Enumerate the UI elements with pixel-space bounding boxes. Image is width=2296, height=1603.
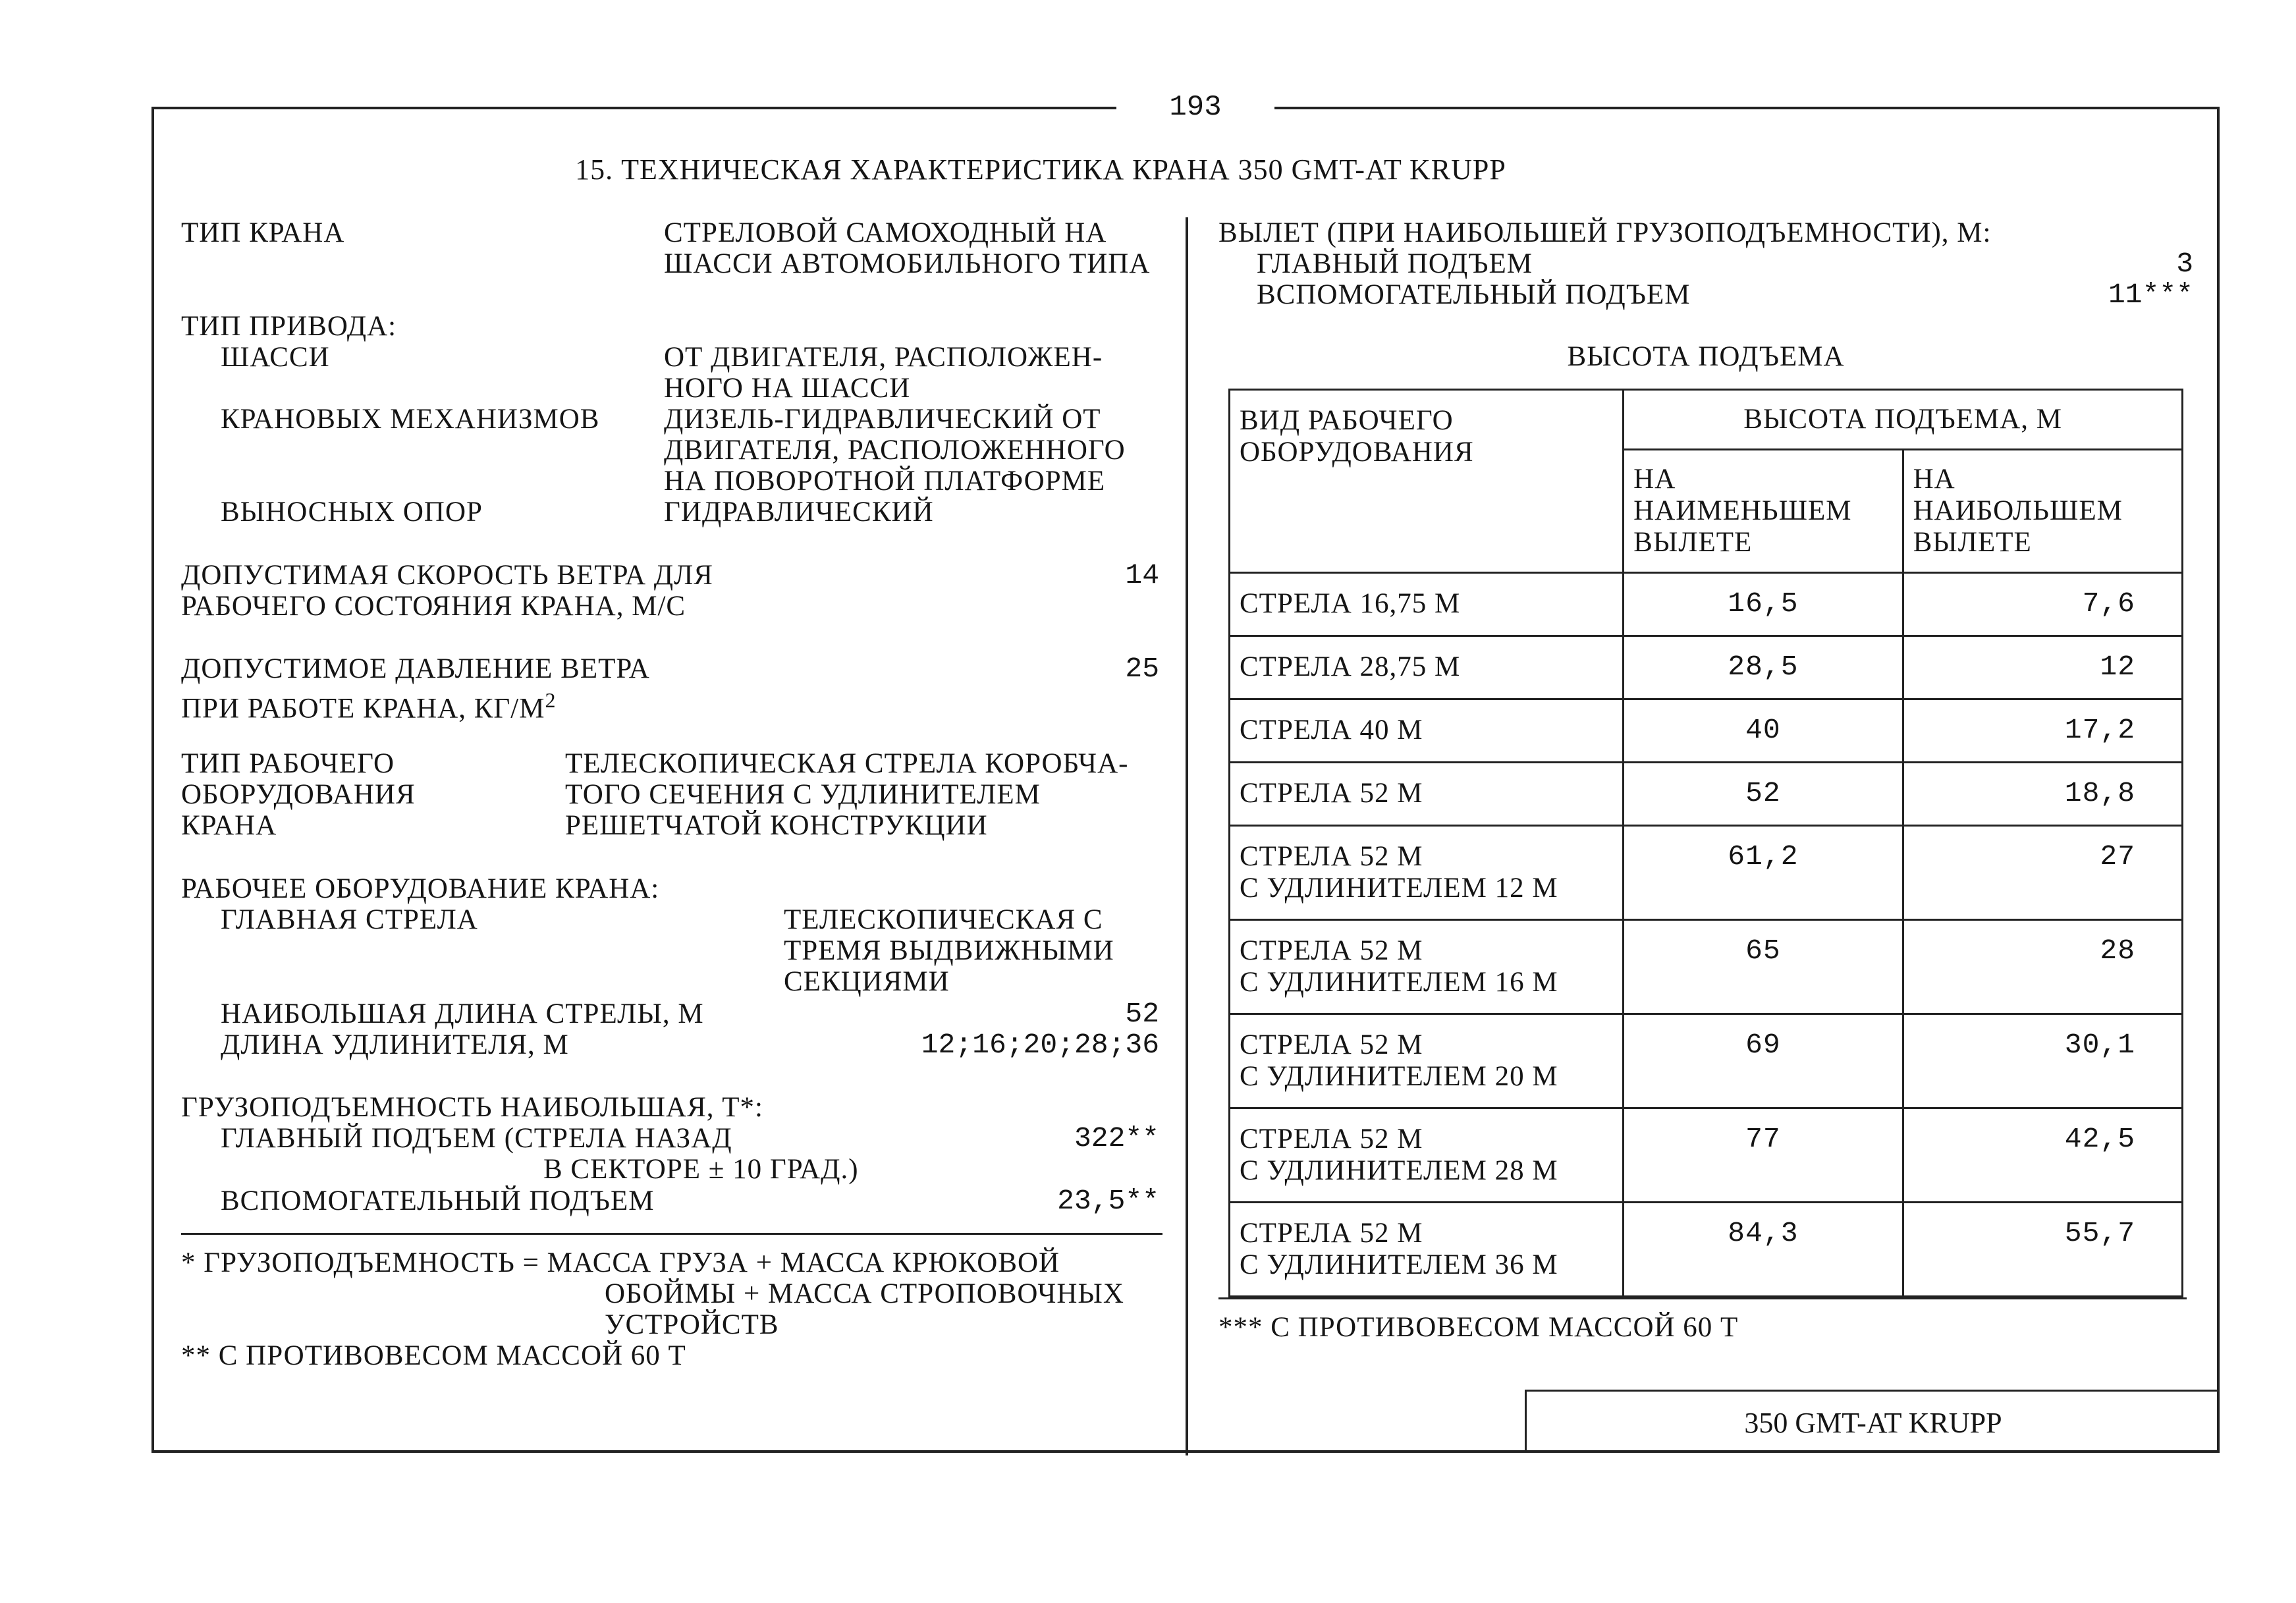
footnote-rule [1218,1297,2187,1299]
mechanisms-value: ДВИГАТЕЛЯ, РАСПОЛОЖЕННОГО [664,435,1126,466]
max-reach-height-cell: 7,6 [1903,573,2182,636]
model-stamp: 350 GMT-AT KRUPP [1525,1390,2220,1453]
max-reach-height-cell: 27 [1903,826,2182,920]
table-row [1230,573,2183,636]
table-row [1230,636,2183,699]
footnote-capacity: * ГРУЗОПОДЪЕМНОСТЬ = МАССА ГРУЗА + МАССА КРЮКОВОЙ [181,1247,1060,1278]
footnote-capacity: ОБОЙМЫ + МАССА СТРОПОВОЧНЫХ [605,1278,1124,1309]
working-equipment-label: РАБОЧЕЕ ОБОРУДОВАНИЕ КРАНА: [181,873,660,904]
footnote-counterweight-reach: *** С ПРОТИВОВЕСОМ МАССОЙ 60 Т [1218,1312,1739,1343]
main-boom-value: ТЕЛЕСКОПИЧЕСКАЯ С [784,904,1103,935]
table-title: ВЫСОТА ПОДЪЕМА [1567,341,1845,372]
footnote-capacity: УСТРОЙСТВ [605,1309,779,1340]
wind-speed-label: РАБОЧЕГО СОСТОЯНИЯ КРАНА, М/С [181,591,686,622]
max-reach-height-cell: 55,7 [1903,1203,2182,1297]
max-boom-length-value: 52 [1125,998,1159,1030]
main-hoist-label: ГЛАВНЫЙ ПОДЪЕМ (СТРЕЛА НАЗАД [221,1123,732,1154]
lift-height-table [1228,389,2183,1297]
document-title: 15. ТЕХНИЧЕСКАЯ ХАРАКТЕРИСТИКА КРАНА 350 GMT-AT KRUPP [575,153,1506,186]
chassis-label: ШАССИ [221,342,330,373]
max-reach-height-cell: 18,8 [1903,763,2182,826]
page-number: 193 [1116,91,1274,124]
chassis-value: НОГО НА ШАССИ [664,373,911,404]
max-reach-height-cell: 28 [1903,920,2182,1014]
crane-type-value: ШАССИ АВТОМОБИЛЬНОГО ТИПА [664,248,1151,279]
table-row [1230,1014,2183,1108]
wind-pressure-value: 25 [1125,653,1159,685]
equipment-cell: СТРЕЛА 52 М С УДЛИНИТЕЛЕМ 16 М [1230,920,1624,1014]
reach-main-value: 3 [2176,248,2193,280]
wind-pressure-label: ДОПУСТИМОЕ ДАВЛЕНИЕ ВЕТРА [181,653,650,684]
min-reach-height-cell: 40 [1624,699,1903,763]
col-max-reach-header: НА НАИБОЛЬШЕМ ВЫЛЕТЕ [1903,450,2182,573]
footnote-rule [181,1233,1162,1235]
aux-hoist-value: 23,5** [1057,1185,1159,1217]
table-row [1230,699,2183,763]
min-reach-height-cell: 61,2 [1624,826,1903,920]
crane-type-label: ТИП КРАНА [181,217,345,248]
reach-main-label: ГЛАВНЫЙ ПОДЪЕМ [1257,248,1533,279]
max-reach-height-cell: 42,5 [1903,1108,2182,1203]
equipment-cell: СТРЕЛА 52 М С УДЛИНИТЕЛЕМ 20 М [1230,1014,1624,1108]
column-divider [1186,217,1188,1455]
outriggers-value: ГИДРАВЛИЧЕСКИЙ [664,497,934,528]
min-reach-height-cell: 65 [1624,920,1903,1014]
table-header-row [1230,390,2183,450]
min-reach-height-cell: 77 [1624,1108,1903,1203]
capacity-label: ГРУЗОПОДЪЕМНОСТЬ НАИБОЛЬШАЯ, Т*: [181,1092,764,1123]
chassis-value: ОТ ДВИГАТЕЛЯ, РАСПОЛОЖЕН- [664,342,1103,373]
equipment-type-label: ТИП РАБОЧЕГО [181,748,395,779]
aux-hoist-label: ВСПОМОГАТЕЛЬНЫЙ ПОДЪЕМ [221,1185,655,1216]
jib-length-label: ДЛИНА УДЛИНИТЕЛЯ, М [221,1029,569,1060]
min-reach-height-cell: 69 [1624,1014,1903,1108]
table-row [1230,920,2183,1014]
mechanisms-value: ДИЗЕЛЬ-ГИДРАВЛИЧЕСКИЙ ОТ [664,404,1101,435]
table-row [1230,1203,2183,1297]
footnote-counterweight: ** С ПРОТИВОВЕСОМ МАССОЙ 60 Т [181,1340,686,1371]
main-hoist-label: В СЕКТОРЕ ± 10 ГРАД.) [543,1154,859,1185]
equipment-cell: СТРЕЛА 16,75 М [1230,573,1624,636]
table-row [1230,763,2183,826]
reach-label: ВЫЛЕТ (ПРИ НАИБОЛЬШЕЙ ГРУЗОПОДЪЕМНОСТИ), М: [1218,217,1992,248]
main-boom-label: ГЛАВНАЯ СТРЕЛА [221,904,478,935]
wind-speed-value: 14 [1125,559,1159,591]
reach-aux-label: ВСПОМОГАТЕЛЬНЫЙ ПОДЪЕМ [1257,279,1691,310]
mechanisms-value: НА ПОВОРОТНОЙ ПЛАТФОРМЕ [664,466,1106,497]
reach-aux-value: 11*** [2108,279,2193,311]
equipment-type-value: РЕШЕТЧАТОЙ КОНСТРУКЦИИ [565,810,988,841]
outriggers-label: ВЫНОСНЫХ ОПОР [221,497,483,528]
main-hoist-value: 322** [1074,1122,1159,1155]
max-boom-length-label: НАИБОЛЬШАЯ ДЛИНА СТРЕЛЫ, М [221,998,704,1029]
col-equipment-header: ВИД РАБОЧЕГО ОБОРУДОВАНИЯ [1230,390,1624,573]
equipment-type-value: ТЕЛЕСКОПИЧЕСКАЯ СТРЕЛА КОРОБЧА- [565,748,1129,779]
drive-type-label: ТИП ПРИВОДА: [181,311,397,342]
crane-type-value: СТРЕЛОВОЙ САМОХОДНЫЙ НА [664,217,1107,248]
jib-length-value: 12;16;20;28;36 [921,1029,1159,1061]
main-boom-value: СЕКЦИЯМИ [784,966,950,997]
equipment-cell: СТРЕЛА 40 М [1230,699,1624,763]
table-row [1230,826,2183,920]
min-reach-height-cell: 16,5 [1624,573,1903,636]
equipment-type-value: ТОГО СЕЧЕНИЯ С УДЛИНИТЕЛЕМ [565,779,1041,810]
max-reach-height-cell: 12 [1903,636,2182,699]
equipment-cell: СТРЕЛА 52 М С УДЛИНИТЕЛЕМ 28 М [1230,1108,1624,1203]
equipment-cell: СТРЕЛА 28,75 М [1230,636,1624,699]
equipment-type-label: ОБОРУДОВАНИЯ [181,779,416,810]
col-height-header: ВЫСОТА ПОДЪЕМА, М [1624,390,2183,450]
wind-pressure-label: ПРИ РАБОТЕ КРАНА, $КГ/М^2$ [181,688,557,724]
equipment-cell: СТРЕЛА 52 М С УДЛИНИТЕЛЕМ 36 М [1230,1203,1624,1297]
table-row [1230,1108,2183,1203]
min-reach-height-cell: 52 [1624,763,1903,826]
min-reach-height-cell: 28,5 [1624,636,1903,699]
min-reach-height-cell: 84,3 [1624,1203,1903,1297]
main-boom-value: ТРЕМЯ ВЫДВИЖНЫМИ [784,935,1114,966]
col-min-reach-header: НА НАИМЕНЬШЕМ ВЫЛЕТЕ [1624,450,1903,573]
equipment-type-label: КРАНА [181,810,277,841]
equipment-cell: СТРЕЛА 52 М [1230,763,1624,826]
max-reach-height-cell: 17,2 [1903,699,2182,763]
wind-speed-label: ДОПУСТИМАЯ СКОРОСТЬ ВЕТРА ДЛЯ [181,560,713,591]
mechanisms-label: КРАНОВЫХ МЕХАНИЗМОВ [221,404,600,435]
max-reach-height-cell: 30,1 [1903,1014,2182,1108]
equipment-cell: СТРЕЛА 52 М С УДЛИНИТЕЛЕМ 12 М [1230,826,1624,920]
